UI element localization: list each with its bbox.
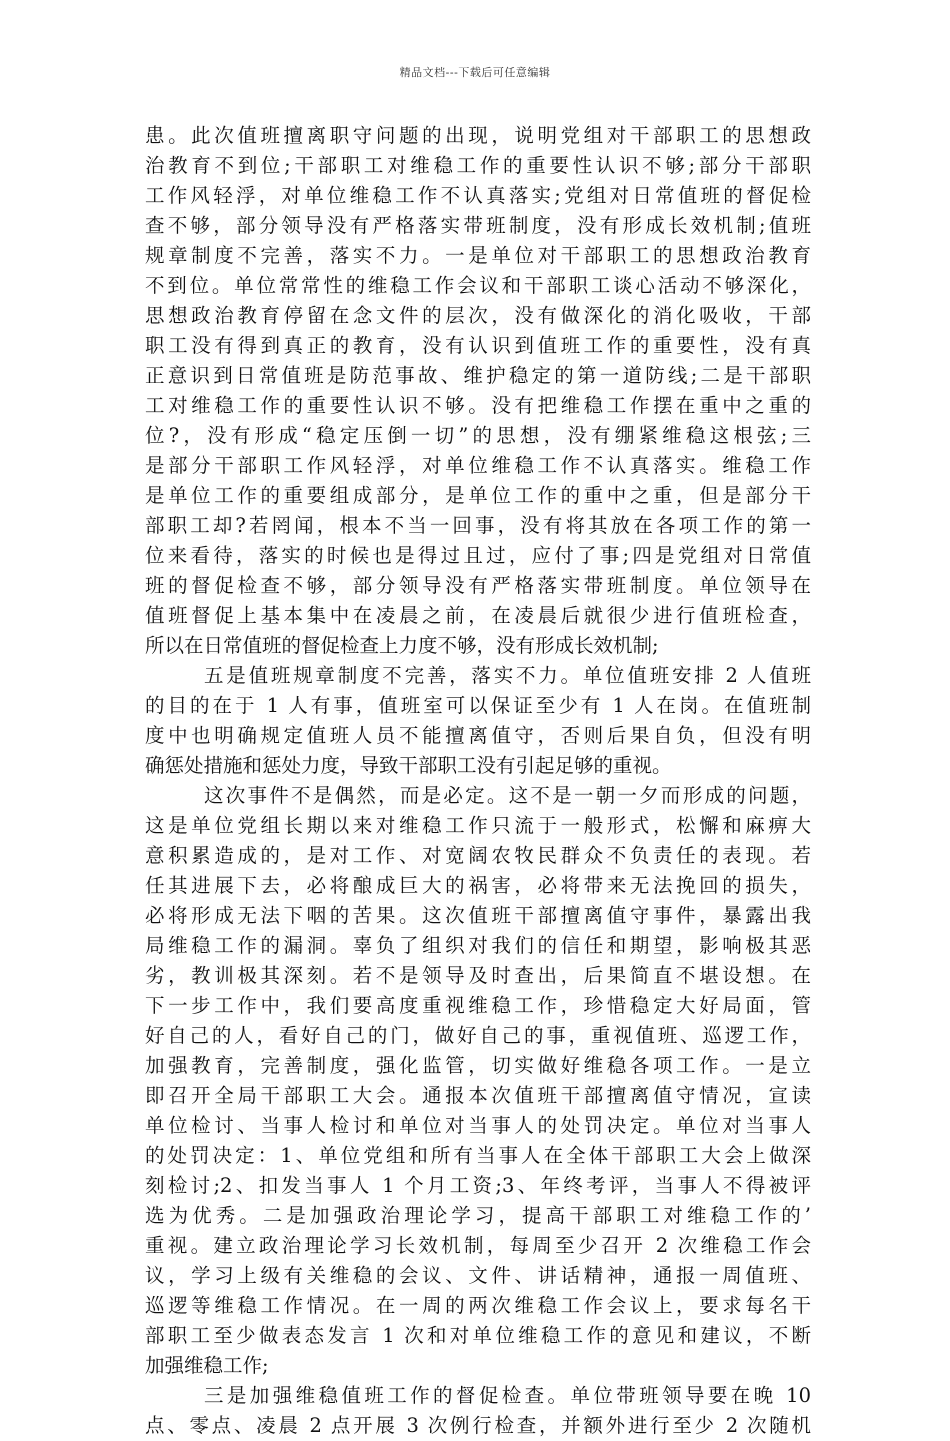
text-line: 单位检讨、当事人检讨和单位对当事人的处罚决定。单位对当事人 (145, 1114, 811, 1137)
paragraph (145, 781, 811, 1381)
text-line: 职工没有得到真正的教育，没有认识到值班工作的重要性，没有真 (145, 334, 811, 357)
text-line: 的目的在于 1 人有事，值班室可以保证至少有 1 人在岗。在值班制 (145, 694, 811, 717)
text-line: 所以在日常值班的督促检查上力度不够，没有形成长效机制; (145, 634, 659, 657)
page-header: 精品文档---下载后可任意编辑 (399, 66, 551, 79)
text-line: 选为优秀。二是加强政治理论学习，提高干部职工对维稳工作的’ (145, 1204, 811, 1227)
text-line: 位?，没有形成“稳定压倒一切”的思想，没有绷紧维稳这根弦;三 (145, 424, 811, 447)
text-line: 劣，教训极其深刻。若不是领导及时查出，后果简直不堪设想。在 (145, 964, 811, 987)
text-line: 工对维稳工作的重要性认识不够。没有把维稳工作摆在重中之重的 (145, 394, 811, 417)
text-line: 治教育不到位;干部职工对维稳工作的重要性认识不够;部分干部职 (145, 154, 811, 177)
text-line: 是部分干部职工作风轻浮，对单位维稳工作不认真落实。维稳工作 (145, 454, 811, 477)
text-line: 刻检讨;2、扣发当事人 1 个月工资;3、年终考评，当事人不得被评 (145, 1174, 811, 1197)
text-line: 确惩处措施和惩处力度，导致干部职工没有引起足够的重视。 (145, 754, 672, 777)
text-line: 五是值班规章制度不完善，落实不力。单位值班安排 2 人值班 (204, 664, 811, 687)
text-line: 重视。建立政治理论学习长效机制，每周至少召开 2 次维稳工作会 (145, 1234, 811, 1257)
text-line: 正意识到日常值班是防范事故、维护稳定的第一道防线;二是干部职 (145, 364, 811, 387)
text-line: 思想政治教育停留在念文件的层次，没有做深化的消化吸收，干部 (145, 304, 811, 327)
text-line: 的处罚决定：1、单位党组和所有当事人在全体干部职工大会上做深 (145, 1144, 811, 1167)
text-line: 下一步工作中，我们要高度重视维稳工作，珍惜稳定大好局面，管 (145, 994, 811, 1017)
text-line: 查不够，部分领导没有严格落实带班制度，没有形成长效机制;值班 (145, 214, 811, 237)
text-line: 不到位。单位常常性的维稳工作会议和干部职工谈心活动不够深化， (145, 274, 811, 297)
document-body (145, 121, 811, 1441)
text-line: 部职工至少做表态发言 1 次和对单位维稳工作的意见和建议，不断 (145, 1324, 811, 1347)
text-line: 即召开全局干部职工大会。通报本次值班干部擅离值守情况，宣读 (145, 1084, 811, 1107)
text-line: 局维稳工作的漏洞。辜负了组织对我们的信任和期望，影响极其恶 (145, 934, 811, 957)
paragraph (145, 661, 811, 781)
text-line: 议，学习上级有关维稳的会议、文件、讲话精神，通报一周值班、 (145, 1264, 811, 1287)
text-line: 班的督促检查不够，部分领导没有严格落实带班制度。单位领导在 (145, 574, 811, 597)
text-line: 三是加强维稳值班工作的督促检查。单位带班领导要在晚 10 (204, 1384, 811, 1407)
text-line: 部职工却?若罔闻，根本不当一回事，没有将其放在各项工作的第一 (145, 514, 811, 537)
text-line: 度中也明确规定值班人员不能擅离值守，否则后果自负，但没有明 (145, 724, 811, 747)
text-line: 位来看待，落实的时候也是得过且过，应付了事;四是党组对日常值 (145, 544, 811, 567)
text-line: 巡逻等维稳工作情况。在一周的两次维稳工作会议上，要求每名干 (145, 1294, 811, 1317)
paragraph (145, 1381, 811, 1441)
text-line: 患。此次值班擅离职守问题的出现，说明党组对干部职工的思想政 (145, 124, 811, 147)
text-line: 好自己的人，看好自己的门，做好自己的事，重视值班、巡逻工作， (145, 1024, 811, 1047)
text-line: 规章制度不完善，落实不力。一是单位对干部职工的思想政治教育 (145, 244, 811, 267)
text-line: 这次事件不是偶然，而是必定。这不是一朝一夕而形成的问题， (204, 784, 811, 807)
text-line: 是单位工作的重要组成部分，是单位工作的重中之重，但是部分干 (145, 484, 811, 507)
text-line: 加强维稳工作; (145, 1354, 269, 1377)
text-line: 值班督促上基本集中在凌晨之前，在凌晨后就很少进行值班检查， (145, 604, 811, 627)
paragraph (145, 121, 811, 661)
text-line: 意积累造成的，是对工作、对宽阔农牧民群众不负责任的表现。若 (145, 844, 811, 867)
text-line: 任其进展下去，必将酿成巨大的祸害，必将带来无法挽回的损失， (145, 874, 811, 897)
text-line: 工作风轻浮，对单位维稳工作不认真落实;党组对日常值班的督促检 (145, 184, 811, 207)
text-line: 必将形成无法下咽的苦果。这次值班干部擅离值守事件，暴露出我 (145, 904, 811, 927)
text-line: 这是单位党组长期以来对维稳工作只流于一般形式，松懈和麻痹大 (145, 814, 811, 837)
text-line: 点、零点、凌晨 2 点开展 3 次例行检查，并额外进行至少 2 次随机 (145, 1414, 811, 1437)
text-line: 加强教育，完善制度，强化监管，切实做好维稳各项工作。一是立 (145, 1054, 811, 1077)
